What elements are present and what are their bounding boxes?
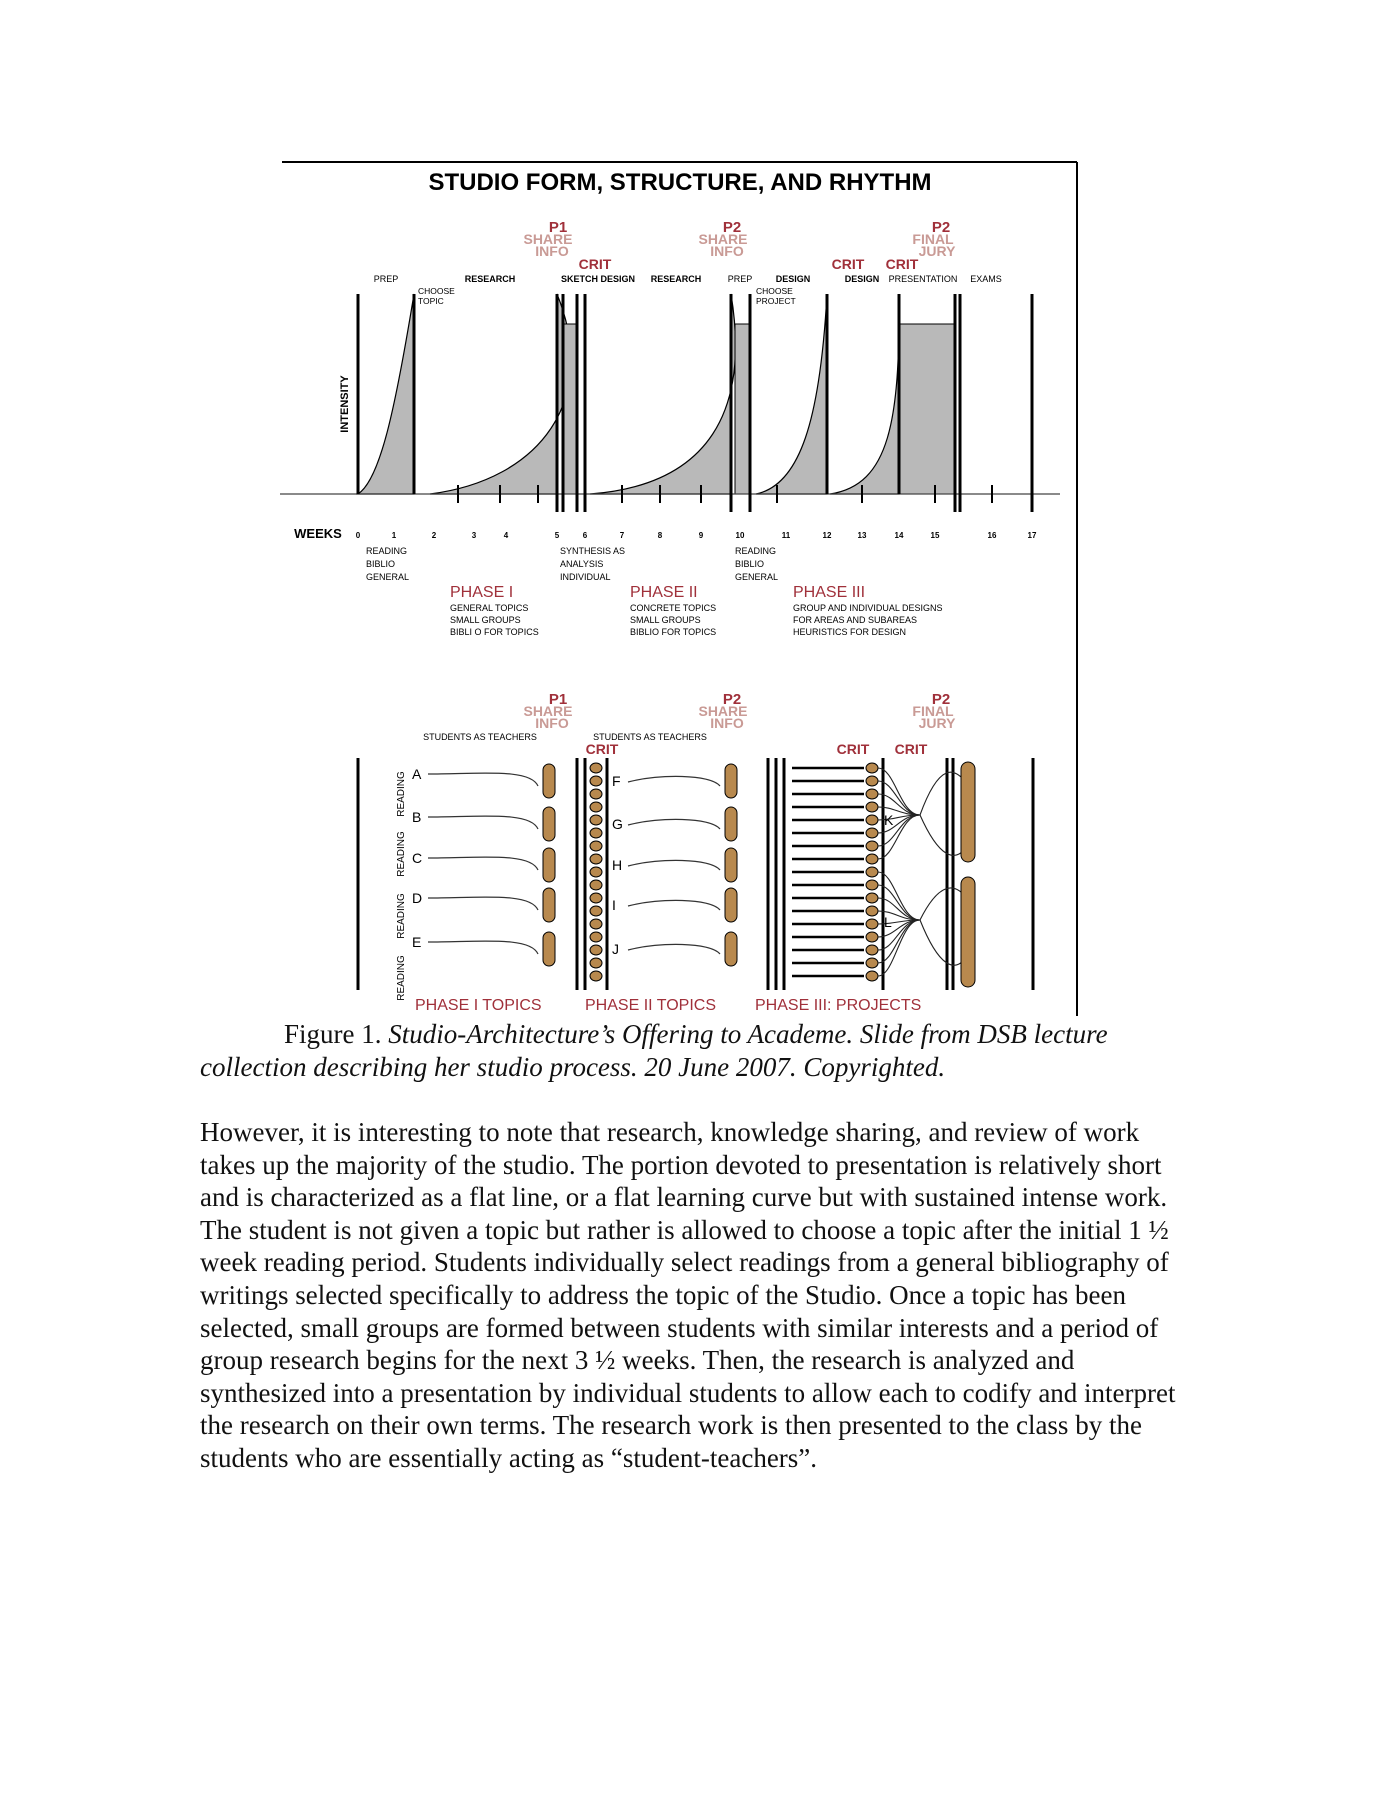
crit-label: CRIT — [831, 256, 865, 272]
phase-1-line: GENERAL TOPICS — [450, 603, 529, 613]
student-dots-col-1 — [590, 763, 602, 981]
phase-1-line: SMALL GROUPS — [450, 615, 521, 625]
letter-e: E — [412, 934, 422, 950]
student-dot — [590, 867, 602, 877]
letter-c: C — [412, 850, 423, 866]
topic-pill — [543, 807, 555, 841]
student-dot — [866, 867, 878, 877]
milestone-1-label: P1 — [548, 691, 568, 708]
fan-curve — [920, 920, 964, 965]
letter-k: K — [884, 812, 894, 828]
caption-text: Studio-Architecture’s Offering to Academe. Slide from DSB lecture collection describing her studio process. 20 June 2007. Copyrighted. — [200, 1019, 1108, 1082]
topic-pill — [725, 888, 737, 922]
week-label: 16 — [987, 531, 997, 540]
diagram-canvas — [280, 160, 1080, 1020]
topic-pill — [543, 764, 555, 798]
reading-note: BIBLIO — [366, 559, 396, 569]
phase-3-lines — [792, 768, 964, 976]
link-curve — [628, 860, 720, 870]
week-label: 8 — [657, 531, 663, 540]
crit-label: CRIT — [578, 256, 612, 272]
student-dot — [590, 958, 602, 968]
crit-label: CRIT — [836, 741, 870, 757]
crit-label: CRIT — [885, 256, 919, 272]
student-dot — [866, 854, 878, 864]
block-sketch-design — [563, 324, 577, 494]
phase-3-title: PHASE III — [793, 584, 866, 601]
week-label: 7 — [619, 531, 625, 540]
link-curve — [428, 857, 538, 870]
week-label: 5 — [554, 531, 560, 540]
figure-caption — [200, 1018, 1200, 1084]
block-presentation — [900, 324, 955, 494]
reading-note-2: READING — [735, 546, 777, 556]
student-dot — [590, 919, 602, 929]
caption-label: Figure 1. — [284, 1019, 382, 1049]
week-label: 9 — [698, 531, 704, 540]
phase-2-line: SMALL GROUPS — [630, 615, 701, 625]
reading-note-2: BIBLIO — [735, 559, 765, 569]
reading-label: READING — [396, 893, 407, 939]
week-label: 12 — [822, 531, 832, 540]
week-label: 3 — [471, 531, 477, 540]
reading-label: READING — [396, 831, 407, 877]
milestone-1-line2: SHARE — [523, 231, 573, 247]
letter-g: G — [612, 816, 623, 832]
student-dot — [590, 893, 602, 903]
topic-pill — [725, 848, 737, 882]
phase-3-line: GROUP AND INDIVIDUAL DESIGNS — [793, 603, 943, 613]
choose-labels — [418, 286, 796, 306]
stage-labels — [374, 274, 1002, 284]
week-label: 13 — [857, 531, 867, 540]
week-label: 6 — [582, 531, 588, 540]
letter-i: I — [612, 897, 616, 913]
week-label: 4 — [503, 531, 509, 540]
reading-labels — [396, 771, 407, 1001]
studio-diagram — [280, 160, 1080, 1020]
curve-research — [430, 294, 571, 494]
crit-labels-top — [579, 256, 919, 272]
student-dot — [866, 958, 878, 968]
link-curve — [428, 773, 538, 786]
phase-2-line: BIBLIO FOR TOPICS — [630, 627, 717, 637]
body-text — [200, 1116, 1200, 1475]
phase-1-group — [412, 764, 555, 966]
milestone-3-line2: FINAL — [912, 703, 954, 719]
phase-1-line: BIBLI O FOR TOPICS — [450, 627, 539, 637]
student-dot — [590, 815, 602, 825]
y-axis-label: INTENSITY — [339, 375, 351, 433]
phase-2-topics-label: PHASE II TOPICS — [585, 997, 717, 1014]
curve-research-2 — [590, 294, 736, 494]
stage-presentation: PRESENTATION — [888, 274, 958, 284]
topic-pill — [725, 764, 737, 798]
x-axis-label: WEEKS — [294, 526, 342, 541]
final-pill-2 — [961, 877, 975, 987]
milestone-1-line2: SHARE — [523, 703, 573, 719]
student-dot — [866, 841, 878, 851]
student-dot — [866, 945, 878, 955]
paragraph: However, it is interesting to note that research, knowledge sharing, and review of work takes up the majority of the studio. The portion devoted to presentation is relatively short and is characterized as a flat line, or a flat learning curve but with sustained intense work. The student is not given a topic but rather is allowed to choose a topic after the initial 1 ½ week reading period. Students individually select readings from a general bibliography of writings selected specifically to address the topic of the Studio. Once a topic has been selected, small groups are formed between students with similar interests and a period of group research begins for the next 3 ½ weeks. Then, the research is analyzed and synthesized into a presentation by individual students to allow each to codify and interpret the research on their own terms. The research work is then presented to the class by the students who are essentially acting as “student-teachers”. — [200, 1117, 1176, 1473]
milestone-3-line3: JURY — [918, 715, 956, 731]
week-label: 10 — [735, 531, 745, 540]
student-dot — [866, 906, 878, 916]
milestone-2-label: P2 — [722, 691, 742, 708]
student-dot — [866, 789, 878, 799]
student-dot — [590, 971, 602, 981]
student-dot — [866, 776, 878, 786]
link-curve — [628, 900, 720, 910]
students-as-teachers: STUDENTS AS TEACHERS — [593, 732, 707, 742]
stage-research-2: RESEARCH — [650, 274, 702, 284]
reading-note-2: GENERAL — [735, 572, 779, 582]
phase-2-line: CONCRETE TOPICS — [630, 603, 717, 613]
student-dot — [866, 919, 878, 929]
milestone-1-line3: INFO — [535, 243, 569, 259]
week-label: 17 — [1027, 531, 1037, 540]
link-curve — [428, 897, 538, 910]
fan-curve — [920, 815, 964, 855]
stage-design: DESIGN — [775, 274, 811, 284]
stage-design-2: DESIGN — [844, 274, 880, 284]
intensity-graph — [280, 219, 1060, 637]
topic-pill — [543, 848, 555, 882]
milestone-3-line2: FINAL — [912, 231, 954, 247]
stage-research: RESEARCH — [464, 274, 516, 284]
student-dots-col-2 — [866, 763, 878, 981]
phase-2-title: PHASE II — [630, 584, 698, 601]
synthesis-note: SYNTHESIS AS — [560, 546, 626, 556]
milestone-2-line2: SHARE — [698, 703, 748, 719]
student-dot — [866, 893, 878, 903]
curve-design-2 — [830, 294, 899, 494]
milestone-2-label: P2 — [722, 219, 742, 236]
milestones-bottom — [523, 691, 956, 731]
student-dot — [590, 828, 602, 838]
reading-note: READING — [366, 546, 408, 556]
choose-project-2: PROJECT — [756, 296, 796, 306]
phase-3-projects-label: PHASE III: PROJECTS — [755, 997, 922, 1014]
curve-design — [756, 294, 827, 494]
fan-curve — [920, 888, 964, 920]
milestone-3-label: P2 — [931, 219, 951, 236]
week-label: 0 — [355, 531, 361, 540]
synthesis-note: INDIVIDUAL — [560, 572, 611, 582]
milestone-2-line2: SHARE — [698, 231, 748, 247]
student-dot — [866, 815, 878, 825]
student-dot — [590, 932, 602, 942]
stage-exams: EXAMS — [970, 274, 1002, 284]
choose-topic-1: CHOOSE — [418, 286, 455, 296]
final-pill-1 — [961, 762, 975, 862]
stage-sketch-design: SKETCH DESIGN — [560, 274, 636, 284]
topic-pill — [543, 888, 555, 922]
student-dot — [590, 763, 602, 773]
student-dot — [590, 841, 602, 851]
milestone-1-line3: INFO — [535, 715, 569, 731]
process-diagram — [358, 691, 1033, 1014]
student-dot — [590, 802, 602, 812]
synthesis-note: ANALYSIS — [560, 559, 604, 569]
student-dot — [590, 906, 602, 916]
letter-j: J — [612, 941, 619, 957]
letter-f: F — [612, 773, 621, 789]
link-curve — [428, 816, 538, 829]
student-dot — [866, 880, 878, 890]
student-dot — [590, 854, 602, 864]
stage-prep-2: PREP — [727, 274, 753, 284]
letter-a: A — [412, 766, 422, 782]
week-label: 15 — [930, 531, 940, 540]
phase-3-line: HEURISTICS FOR DESIGN — [793, 627, 907, 637]
crit-labels-bottom — [586, 741, 928, 757]
student-dot — [866, 763, 878, 773]
reading-label: READING — [396, 771, 407, 817]
milestone-3-line3: JURY — [918, 243, 956, 259]
reading-label: READING — [396, 955, 407, 1001]
topic-pill — [543, 932, 555, 966]
students-as-teachers: STUDENTS AS TEACHERS — [423, 732, 537, 742]
student-dot — [590, 776, 602, 786]
choose-project-1: CHOOSE — [756, 286, 793, 296]
week-labels — [356, 531, 1037, 540]
student-dot — [590, 945, 602, 955]
bottom-labels — [415, 997, 921, 1014]
link-curve — [628, 819, 720, 829]
letter-h: H — [612, 857, 623, 873]
week-label: 2 — [431, 531, 437, 540]
week-label: 11 — [781, 531, 791, 540]
choose-topic-2: TOPIC — [418, 296, 444, 306]
letter-l: L — [884, 914, 892, 930]
crit-label: CRIT — [894, 741, 928, 757]
topic-pill — [725, 932, 737, 966]
phase-1-title: PHASE I — [450, 584, 514, 601]
milestone-2-line3: INFO — [710, 243, 744, 259]
student-dot — [590, 789, 602, 799]
students-as-teachers-labels — [423, 732, 707, 742]
block-prep-2 — [735, 324, 750, 494]
letter-b: B — [412, 809, 422, 825]
below-axis-notes — [366, 546, 778, 582]
link-curve — [428, 941, 538, 954]
bottom-dividers — [358, 758, 1033, 990]
link-curve — [628, 944, 720, 954]
week-label: 14 — [894, 531, 904, 540]
phase-2-group — [612, 764, 737, 966]
curve-prep — [358, 294, 414, 494]
stage-prep: PREP — [373, 274, 399, 284]
student-dot — [590, 880, 602, 890]
letter-d: D — [412, 890, 423, 906]
crit-label: CRIT — [585, 741, 619, 757]
milestones — [523, 219, 956, 259]
reading-note: GENERAL — [366, 572, 410, 582]
student-dot — [866, 802, 878, 812]
milestone-3-label: P2 — [931, 691, 951, 708]
milestone-1-label: P1 — [548, 219, 568, 236]
student-dot — [866, 971, 878, 981]
link-curve — [628, 776, 720, 786]
student-dot — [866, 828, 878, 838]
fan-curve — [920, 772, 964, 815]
phase-blocks — [450, 584, 943, 637]
topic-pill — [725, 807, 737, 841]
student-dot — [866, 932, 878, 942]
diagram-title: STUDIO FORM, STRUCTURE, AND RHYTHM — [428, 169, 932, 196]
week-label: 1 — [391, 531, 397, 540]
milestone-2-line3: INFO — [710, 715, 744, 731]
phase-1-topics-label: PHASE I TOPICS — [415, 997, 542, 1014]
phase-3-line: FOR AREAS AND SUBAREAS — [793, 615, 918, 625]
